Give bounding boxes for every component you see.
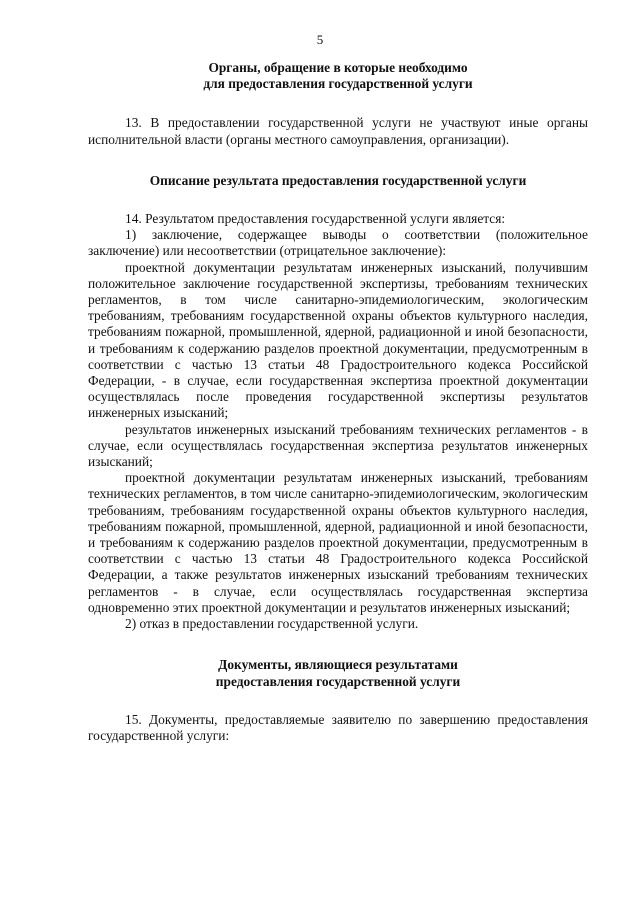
section-result: [88, 173, 588, 632]
section-bodies: [88, 60, 588, 148]
page-number: 5: [316, 32, 324, 47]
paragraph-14-2: 2) отказ в предоставлении государственной услуги.: [125, 616, 419, 632]
paragraph-14-1: 1) заключение, содержащее выводы о соответствии (положительное заключение) или несоответствии (отрицательное заключение):: [88, 227, 588, 259]
section-heading-result: Описание результата предоставления государственной услуги: [149, 172, 527, 188]
paragraph-14-1-c: проектной документации результатам инженерных изысканий, требованиям технических регламентов, в том числе санитарно-эпидемиологическим, экологическим требованиям, требованиям государственной охраны объектов культурного наследия, требованиям пожарной, промышленной, ядерной, радиационной и иной безопасности, и требованиям к содержанию разделов проектной документации, предусмотренным в соответствии с частью 13 статьи 48 Градостроительного кодекса Российской Федерации, а также результатов инженерных изысканий требованиям технических регламентов - в случае, если осуществлялась государственная экспертиза одновременно этих проектной документации и результатов инженерных изысканий;: [88, 470, 588, 615]
paragraph-15: 15. Документы, предоставляемые заявителю по завершению предоставления государственной услуги:: [88, 711, 588, 743]
section-documents: [88, 657, 588, 744]
paragraph-13: 13. В предоставлении государственной услуги не участвуют иные органы исполнительной власти (органы местного самоуправления, организации).: [88, 115, 588, 147]
section-heading-documents: [88, 657, 588, 689]
paragraph-14-1-b: результатов инженерных изысканий требованиям технических регламентов - в случае, если осуществлялась государственная экспертиза результатов инженерных изысканий;: [88, 421, 588, 470]
document-body: [88, 60, 588, 744]
paragraph-14: 14. Результатом предоставления государственной услуги является:: [125, 211, 506, 227]
section-heading-line: Органы, обращение в которые необходимо: [208, 60, 468, 75]
section-heading-line: предоставления государственной услуги: [215, 673, 461, 689]
section-heading-line: Документы, являющиеся результатами: [218, 657, 458, 673]
section-heading-bodies: [88, 60, 588, 92]
section-heading-line: для предоставления государственной услуги: [203, 76, 473, 92]
paragraph-14-1-a: проектной документации результатам инженерных изысканий, получившим положительное заключение государственной экспертизы, требованиям технических регламентов, в том числе санитарно-эпидемиологическим, экологическим требованиям, требованиям государственной охраны объектов культурного наследия, требованиям пожарной, промышленной, ядерной, радиационной и иной безопасности, и требованиям к содержанию разделов проектной документации, предусмотренным в соответствии с частью 13 статьи 48 Градостроительного кодекса Российской Федерации, - в случае, если государственная экспертиза проектной документации осуществлялась после проведения государственной экспертизы результатов инженерных изысканий;: [88, 259, 588, 421]
